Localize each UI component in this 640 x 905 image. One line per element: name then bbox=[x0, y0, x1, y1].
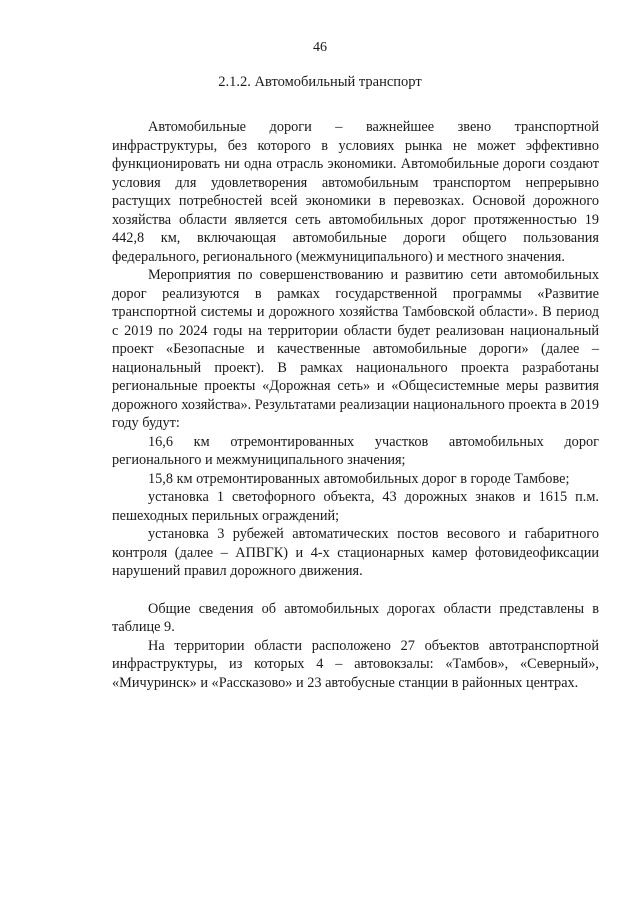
paragraph-roads-intro: Автомобильные дороги – важнейшее звено транспортной инфраструктуры, без которого в условиях рынка не может эффективно функционировать ни одна отрасль экономики. Автомобильные дороги создают условия для удовлетворения автомобильным транспортом непрерывно растущих потребностей всей экономики в перевозках. Основой дорожного хозяйства области является сеть автомобильных дорог протяженностью 19 442,8 км, включающая автомобильные дороги общего пользования федерального, регионального (межмуниципального) и местного значения. bbox=[112, 119, 599, 265]
result-item-weight-control: установка 3 рубежей автоматических постов весового и габаритного контроля (далее – АПВГК) и 4-х стационарных камер фотовидеофиксации нарушений правил дорожного движения. bbox=[112, 526, 599, 579]
body-text bbox=[112, 118, 599, 692]
result-item-repaired-roads: 16,6 км отремонтированных участков автомобильных дорог регионального и межмуниципального значения; bbox=[112, 433, 599, 468]
paragraph-gap bbox=[112, 581, 599, 600]
section-title: 2.1.2. Автомобильный транспорт bbox=[218, 74, 422, 90]
paragraph-table-reference: Общие сведения об автомобильных дорогах области представлены в таблице 9. bbox=[112, 600, 599, 635]
paragraph-measures: Мероприятия по совершенствованию и развитию сети автомобильных дорог реализуются в рамках государственной программы «Развитие транспортной системы и дорожного хозяйства Тамбовской области». В период с 2019 по 2024 годы на территории области будет реализован национальный проект «Безопасные и качественные автомобильные дороги» (далее – национальный проект). В рамках национального проекта разработаны региональные проекты «Дорожная сеть» и «Общесистемные меры развития дорожного хозяйства». Результатами реализации национального проекта в 2019 году будут: bbox=[112, 267, 599, 431]
result-item-traffic-objects: установка 1 светофорного объекта, 43 дорожных знаков и 1615 п.м. пешеходных перильных ограждений; bbox=[112, 489, 599, 524]
page-number: 46 bbox=[313, 40, 327, 55]
result-item-tambov-roads: 15,8 км отремонтированных автомобильных дорог в городе Тамбове; bbox=[148, 470, 570, 487]
paragraph-bus-stations: На территории области расположено 27 объектов автотранспортной инфраструктуры, из которых 4 – автовокзалы: «Тамбов», «Северный», «Мичуринск» и «Рассказово» и 23 автобусные станции в районных центрах. bbox=[112, 637, 599, 691]
